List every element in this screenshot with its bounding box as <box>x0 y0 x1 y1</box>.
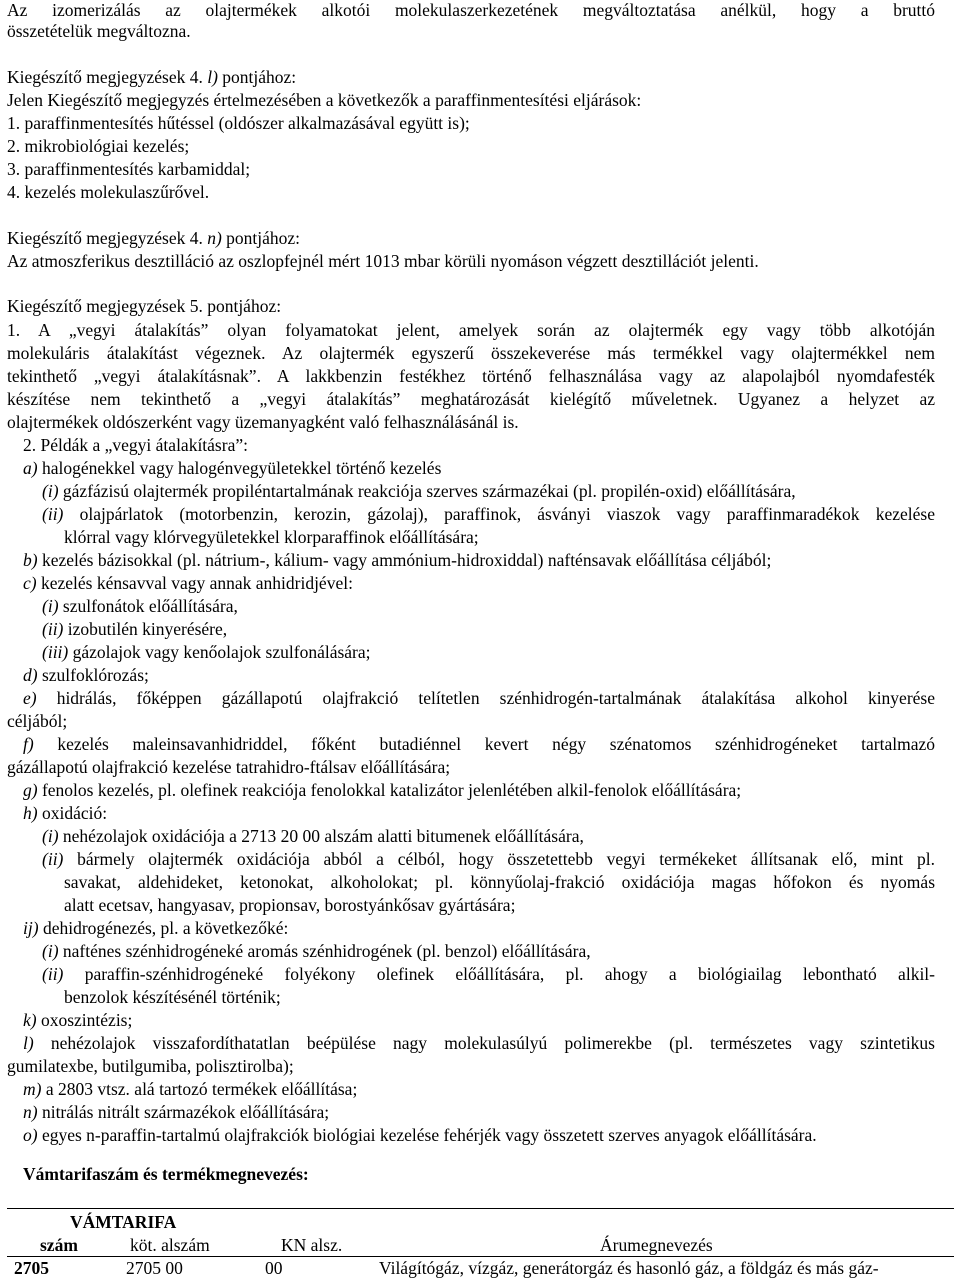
example-item: g) fenolos kezelés, pl. olefinek reakciója fenolokkal katalizátor jelenlétében alkil-fenolok előállítására; <box>23 780 742 800</box>
example-item: ij) dehidrogénezés, pl. a következőké: <box>23 918 289 938</box>
example-item-cont: gumilatexbe, butilgumiba, polisztirolba); <box>7 1056 294 1076</box>
column-header-aru: Árumegnevezés <box>600 1235 713 1255</box>
example-subitem: (i) nehézolajok oxidációja a 2713 20 00 alszám alatti bitumenek előállítására, <box>42 826 584 846</box>
example-item: l) nehézolajok visszafordíthatatlan beépülése nagy molekulasúlyú polimerekbe (pl. természetes vagy szintetikus <box>23 1033 935 1053</box>
example-subitem: (i) nafténes szénhidrogéneké aromás szénhidrogének (pl. benzol) előállítására, <box>42 941 591 961</box>
table-top-rule <box>7 1208 954 1209</box>
note-text: Az atmoszferikus desztilláció az oszlopfejnél mért 1013 mbar körüli nyomáson végzett desztillációt jelenti. <box>7 251 759 271</box>
example-subitem: (iii) gázolajok vagy kenőolajok szulfonálására; <box>42 642 371 662</box>
example-item: c) kezelés kénsavval vagy annak anhidridjével: <box>23 573 353 593</box>
example-subitem-cont: klórral vagy klórvegyületekkel klorparaffinok előállítására; <box>64 527 479 547</box>
paragraph-line: összetételük megváltozna. <box>7 21 191 41</box>
note-heading: Kiegészítő megjegyzések 4. n) pontjához: <box>7 228 301 248</box>
paragraph-line: Az izomerizálás az olajtermékek alkotói molekulaszerkezetének megváltoztatása anélkül, hogy a bruttó <box>7 0 935 20</box>
example-item-cont: céljából; <box>7 711 68 731</box>
table-title: Vámtarifaszám és termékmegnevezés: <box>23 1164 309 1184</box>
paragraph-line: 1. A „vegyi átalakítás” olyan folyamatokat jelent, amelyek során az olajtermék egy vagy több alkotóján <box>7 320 935 340</box>
list-item: 4. kezelés molekulaszűrővel. <box>7 182 210 202</box>
example-item: m) a 2803 vtsz. alá tartozó termékek előállítása; <box>23 1079 358 1099</box>
table-cell-kot: 2705 00 <box>126 1258 183 1278</box>
example-item: n) nitrálás nitrált származékok előállítására; <box>23 1102 330 1122</box>
table-cell-szam: 2705 <box>14 1258 49 1278</box>
table-cell-kn: 00 <box>265 1258 283 1278</box>
example-item: b) kezelés bázisokkal (pl. nátrium-, kálium- vagy ammónium-hidroxiddal) nafténsavak előállítása céljából; <box>23 550 772 570</box>
paragraph-line: tekinthető „vegyi átalakításnak”. A lakkbenzin festékhez történő felhasználása vagy az alapolajból nyomdafesték <box>7 366 935 386</box>
example-item: d) szulfoklórozás; <box>23 665 149 685</box>
list-item: 3. paraffinmentesítés karbamiddal; <box>7 159 251 179</box>
subheading: 2. Példák a „vegyi átalakításra”: <box>23 435 248 455</box>
example-item: o) egyes n-paraffin-tartalmú olajfrakciók biológiai kezelése fehérjék vagy összetett szerves anyagok előállítására. <box>23 1125 817 1145</box>
column-header-kot: köt. alszám <box>130 1235 210 1255</box>
example-subitem: (ii) bármely olajtermék oxidációja abból a célból, hogy összetettebb vegyi termékeket állítsanak elő, mint pl. <box>42 849 935 869</box>
example-subitem: (i) szulfonátok előállítására, <box>42 596 238 616</box>
example-item: k) oxoszintézis; <box>23 1010 133 1030</box>
example-item: a) halogénekkel vagy halogénvegyületekkel történő kezelés <box>23 458 442 478</box>
paragraph-line: készítése nem tekinthető a „vegyi átalakítás” meghatározását kielégítő műveletnek. Ugyanez a helyzet az <box>7 389 935 409</box>
table-cell-aru: Világítógáz, vízgáz, generátorgáz és hasonló gáz, a földgáz és más gáz- <box>379 1258 879 1278</box>
example-subitem: (i) gázfázisú olajtermék propiléntartalmának reakciója szerves származékai (pl. propilén-oxid) előállítására, <box>42 481 796 501</box>
example-subitem-cont: savakat, aldehideket, ketonokat, alkoholokat; pl. könnyűolaj-frakció oxidációja magas hőfokon és nyomás <box>64 872 935 892</box>
paragraph-line: olajtermékek oldószerként vagy üzemanyagként való felhasználásánál is. <box>7 412 519 432</box>
column-header-szam: szám <box>40 1235 78 1255</box>
example-subitem-cont: benzolok készítésénél történik; <box>64 987 281 1007</box>
paragraph-line: molekuláris átalakítást végeznek. Az olajtermék egyszerű összekeverése más termékkel vagy olajtermékkel nem <box>7 343 935 363</box>
example-item: h) oxidáció: <box>23 803 108 823</box>
example-item-cont: gázállapotú olajfrakció kezelése tatrahidro-ftálsav előállítására; <box>7 757 451 777</box>
example-subitem: (ii) olajpárlatok (motorbenzin, kerozin, gázolaj), paraffinok, ásványi viaszok vagy paraffinmaradékok kezelése <box>42 504 935 524</box>
list-item: 2. mikrobiológiai kezelés; <box>7 136 190 156</box>
list-item: 1. paraffinmentesítés hűtéssel (oldószer alkalmazásával együtt is); <box>7 113 470 133</box>
example-item: f) kezelés maleinsavanhidriddel, főként butadiénnel kevert négy szénatomos szénhidrogéneket tartalmazó <box>23 734 935 754</box>
example-subitem-cont: alatt ecetsav, hangyasav, propionsav, borostyánkősav gyártására; <box>64 895 516 915</box>
example-item: e) hidrálás, főképpen gázállapotú olajfrakció telítetlen szénhidrogén-tartalmának átalakítása alkohol kinyerése <box>23 688 935 708</box>
table-header-top: VÁMTARIFA <box>70 1212 177 1232</box>
note-intro: Jelen Kiegészítő megjegyzés értelmezésében a következők a paraffinmentesítési eljárások: <box>7 90 642 110</box>
note-heading: Kiegészítő megjegyzések 5. pontjához: <box>7 296 282 316</box>
example-subitem: (ii) paraffin-szénhidrogéneké folyékony olefinek előállítására, pl. ahogy a biológiailag lebontható alkil- <box>42 964 935 984</box>
note-heading: Kiegészítő megjegyzések 4. l) pontjához: <box>7 67 297 87</box>
column-header-kn: KN alsz. <box>281 1235 343 1255</box>
example-subitem: (ii) izobutilén kinyerésére, <box>42 619 228 639</box>
